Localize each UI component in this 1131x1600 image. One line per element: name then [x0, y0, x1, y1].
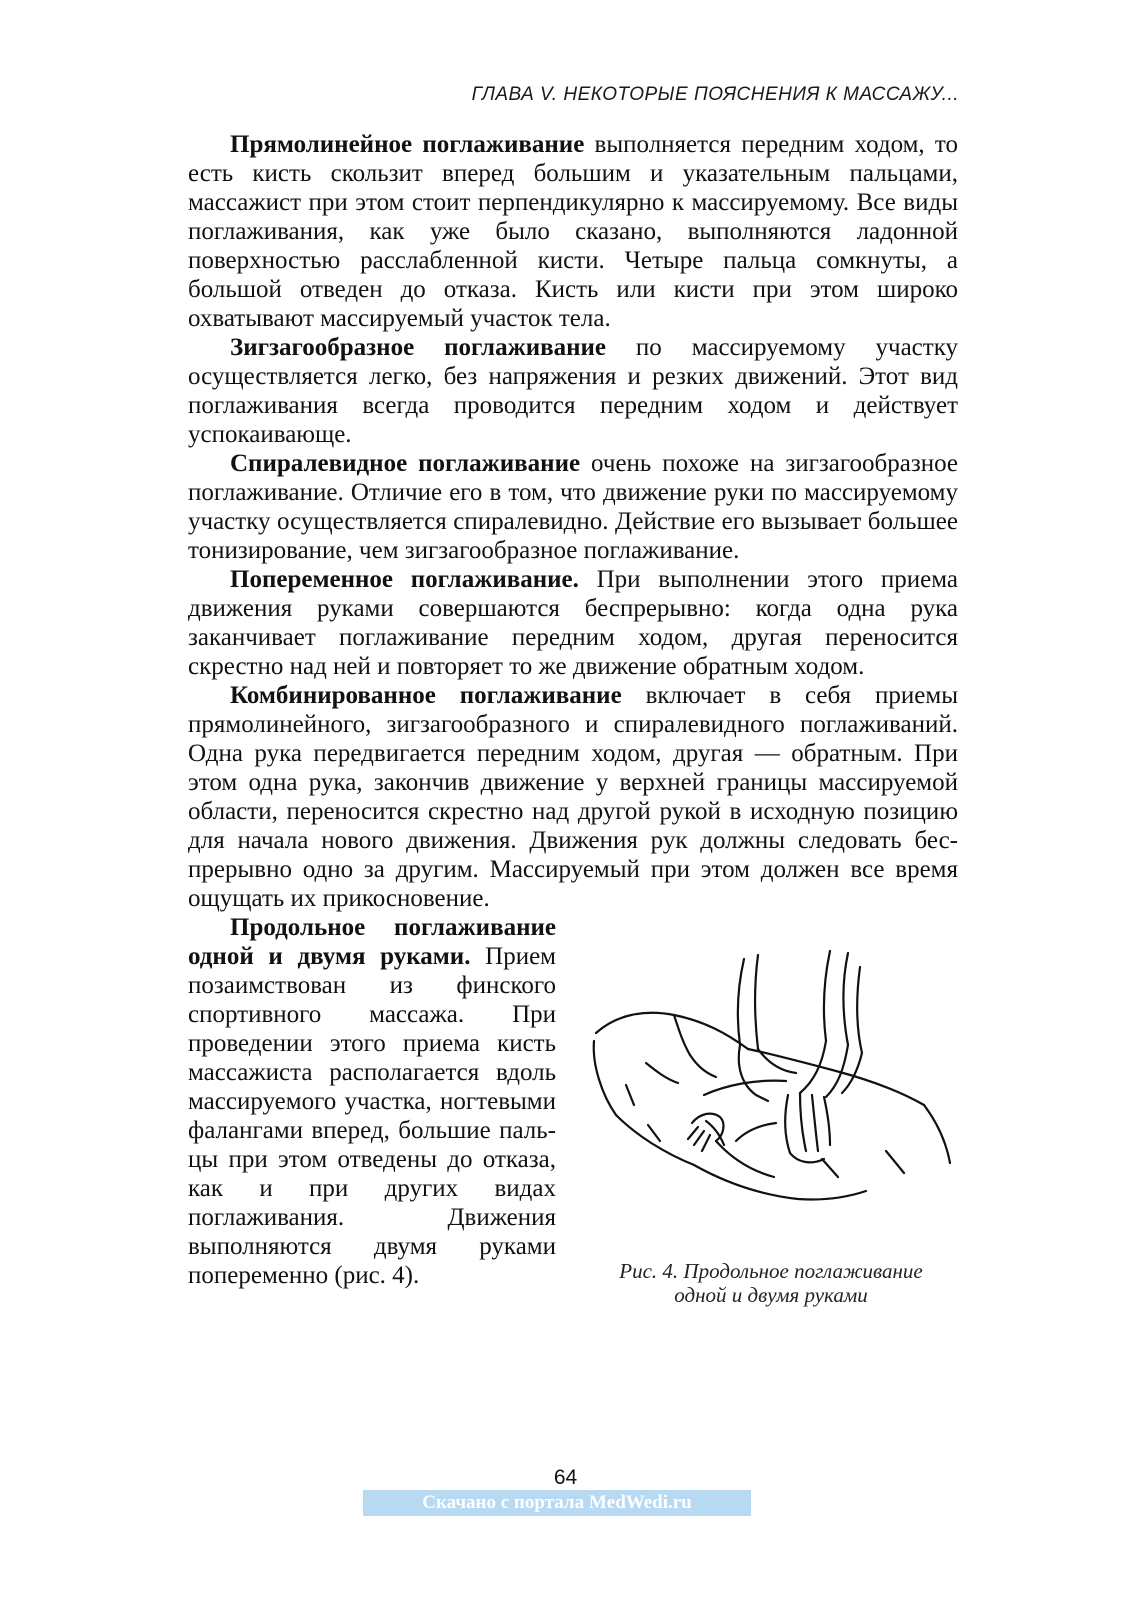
paragraph-spiral-stroking: [188, 449, 958, 565]
figure-section: [188, 913, 958, 1307]
paragraph-longitudinal-stroking: [188, 913, 556, 1290]
paragraph-zigzag-stroking: [188, 333, 958, 449]
caption-line: Рис. 4. Продольное поглаживание: [619, 1259, 923, 1283]
paragraph-combined-stroking: [188, 681, 958, 913]
paragraph-body: Прием позаимствован из финского спортивного массажа. При проведении этого приема кисть массажиста располагается вдоль массируемого участка, ногтевыми фалангами вперед, большие пальцы при этом отведены до отказа, как и при других видах поглаживания. Движения выполняются двумя руками попеременно (рис. 4).: [188, 943, 556, 1289]
term-combined-stroking: Комбинированное поглаживание: [230, 682, 622, 709]
figure-4: [584, 945, 958, 1307]
paragraph-body: выполняется передним ходом, то есть кисть скользит вперед большим и указательным пальцами, массажист при этом стоит перпендикулярно к массируемому. Все виды поглаживания, как уже было сказано, выполняются ладонной поверхностью расслабленной кисти. Четыре пальца сомкнуты, а большой отведен до отказа. Кисть или кисти при этом широко охватывают массируемый участок тела.: [188, 131, 959, 332]
page-number: 64: [553, 1466, 578, 1489]
main-text: [188, 130, 958, 1307]
term-straight-stroking: Прямолинейное поглаживание: [230, 131, 585, 158]
paragraph-alternating-stroking: [188, 565, 958, 681]
massage-illustration: [586, 945, 956, 1245]
paragraph-body: включает в себя приемы прямолинейного, зигзагообразного и спиралевидного поглаживаний. Одна рука передвигается передним ходом, другая — обратным. При этом одна рука, закончив движение у верхней границы массируемой области, переносится скрестно над другой рукой в исходную позицию для начала нового движения. Движения рук должны следовать беспрерывно одно за другим. Массируемый при этом должен все время ощущать их прикосновение.: [188, 682, 958, 912]
figure-side-text: [188, 913, 556, 1290]
term-spiral-stroking: Спиралевидное поглаживание: [230, 450, 581, 477]
term-zigzag-stroking: Зигзагообразное поглаживание: [230, 334, 607, 361]
figure-caption: [584, 1259, 958, 1307]
term-longitudinal-stroking: Продольное поглаживание одной и двумя руками.: [188, 914, 556, 970]
running-header: ГЛАВА V. НЕКОТОРЫЕ ПОЯСНЕНИЯ К МАССАЖУ...: [471, 84, 959, 105]
paragraph-straight-stroking: [188, 130, 958, 333]
paragraph-body: по массируемому участку осуществляется легко, без напряжения и резких движений. Этот вид поглаживания всегда проводится передним ходом и действует успокаивающе.: [188, 334, 958, 448]
term-alternating-stroking: Попеременное поглаживание.: [230, 566, 579, 593]
paragraph-body: При выполнении этого приема движения руками совершаются беспрерывно: когда одна рука заканчивает поглаживание передним ходом, другая переносится скрестно над ней и повторяет то же движение обратным ходом.: [188, 566, 958, 680]
paragraph-body: очень похоже на зигзагообразное поглаживание. Отличие его в том, что движение руки по массируемому участку осуществляется спиралевидно. Действие его вызывает большее тонизирование, чем зигзагообразное поглаживание.: [188, 450, 958, 564]
caption-line: одной и двумя руками: [674, 1283, 868, 1307]
download-banner[interactable]: Скачано с портала MedWedi.ru: [363, 1490, 751, 1516]
